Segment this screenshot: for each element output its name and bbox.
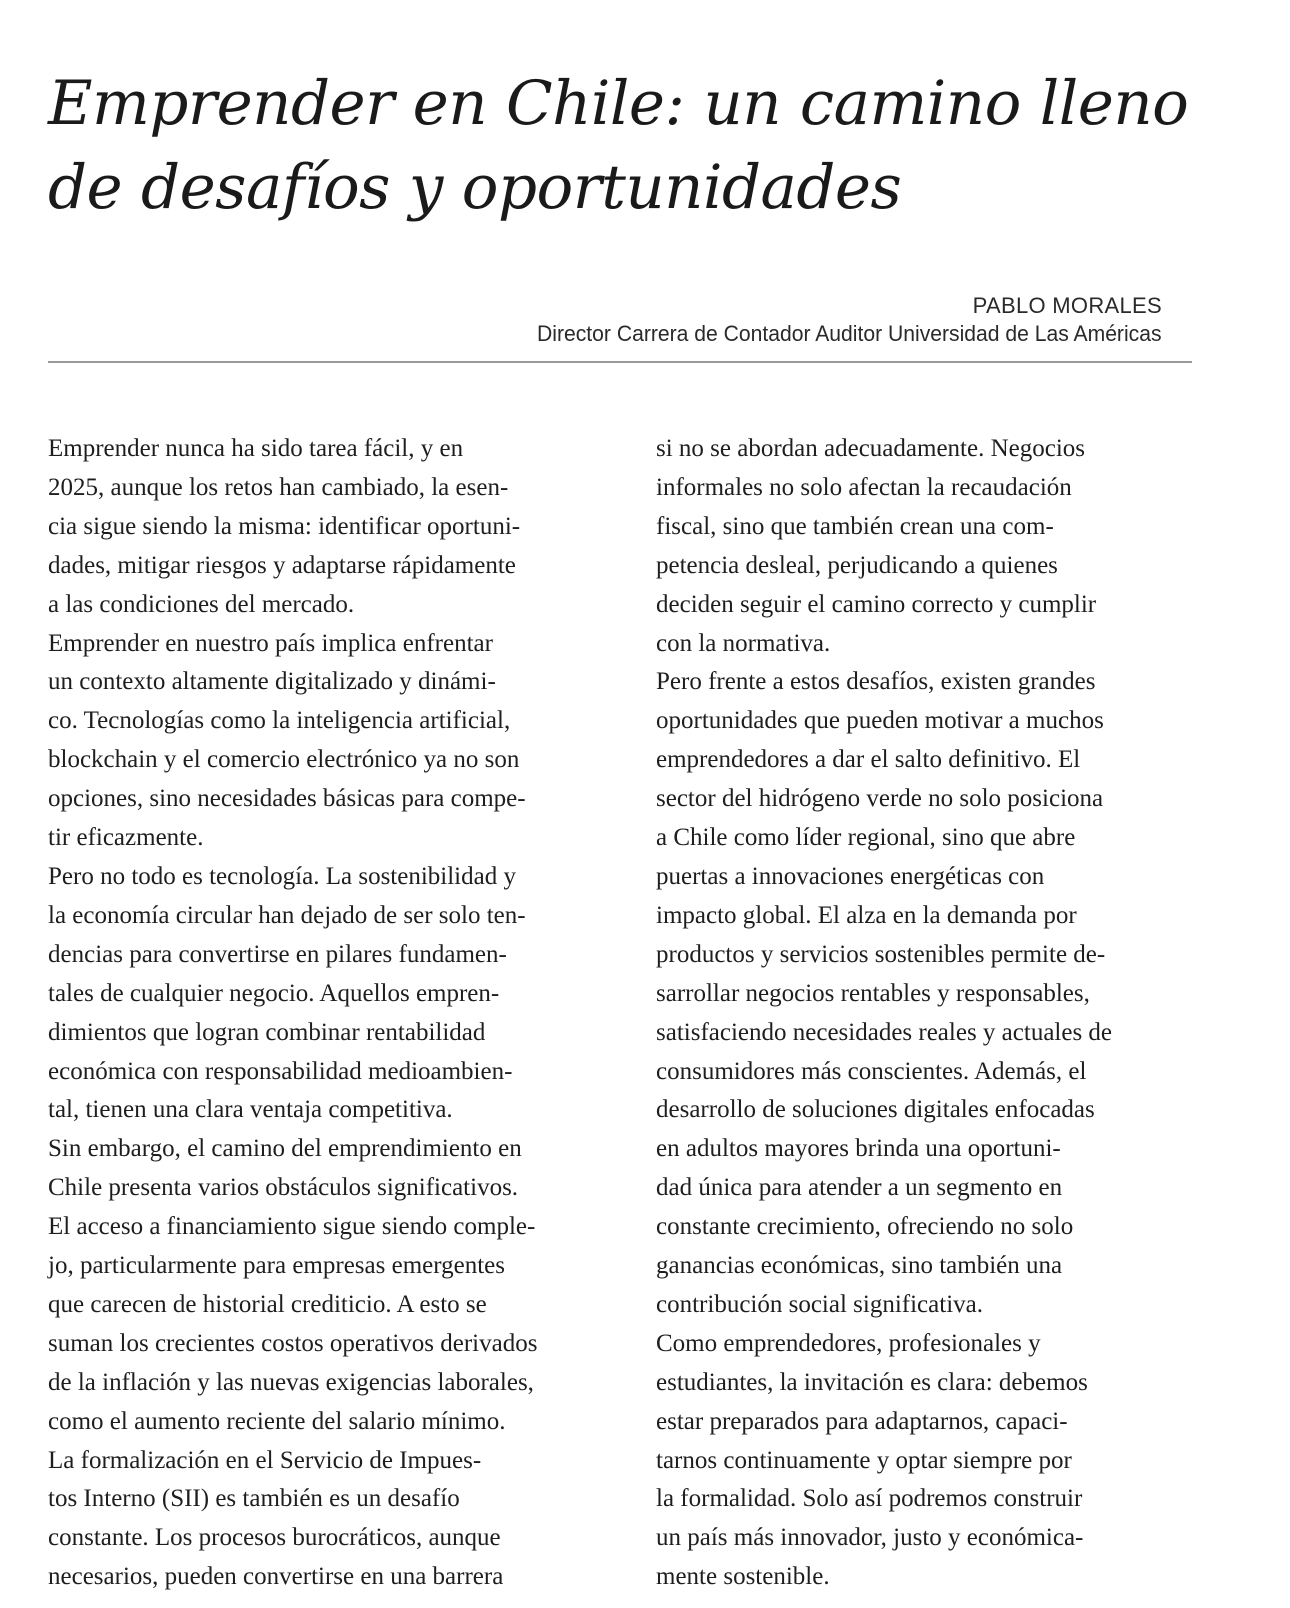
body-text-line: estar preparados para adaptarnos, capaci- <box>656 1407 1068 1435</box>
author-name: PABLO MORALES <box>972 293 1162 318</box>
body-text-line: de la inflación y las nuevas exigencias laborales, <box>48 1368 534 1396</box>
body-text-line: productos y servicios sostenibles permite de- <box>656 940 1106 968</box>
body-text-line: puertas a innovaciones energéticas con <box>656 862 1045 890</box>
body-text-line: tir eficazmente. <box>48 824 204 852</box>
body-text-line: co. Tecnologías como la inteligencia artificial, <box>48 707 511 735</box>
body-text-line: a Chile como líder regional, sino que abre <box>656 824 1076 852</box>
body-text-line: dencias para convertirse en pilares fundamen- <box>48 940 507 968</box>
header-divider <box>48 361 1192 363</box>
body-text-line: contribución social significativa. <box>656 1290 983 1318</box>
body-text-line: Como emprendedores, profesionales y <box>656 1329 1041 1357</box>
body-text-line: en adultos mayores brinda una oportuni- <box>656 1135 1061 1163</box>
body-text-line: que carecen de historial crediticio. A esto se <box>48 1290 487 1318</box>
body-text-line: con la normativa. <box>656 629 831 657</box>
body-column-left <box>48 430 628 1597</box>
body-text-line: como el aumento reciente del salario mínimo. <box>48 1407 506 1435</box>
body-text-line: jo, particularmente para empresas emergentes <box>48 1252 505 1280</box>
body-text-line: ganancias económicas, sino también una <box>656 1252 1063 1280</box>
author-byline <box>511 292 1162 348</box>
body-text-line: fiscal, sino que también crean una com- <box>656 512 1054 540</box>
body-text-line: tal, tienen una clara ventaja competitiva. <box>48 1096 453 1124</box>
body-text-line: Pero no todo es tecnología. La sostenibilidad y <box>48 862 516 890</box>
body-text-line: si no se abordan adecuadamente. Negocios <box>656 435 1086 462</box>
body-text-line: Chile presenta varios obstáculos significativos. <box>48 1174 519 1202</box>
body-text-line: constante. Los procesos burocráticos, aunque <box>48 1524 501 1552</box>
article-headline <box>48 62 1198 230</box>
body-text-line: sarrollar negocios rentables y responsables, <box>656 979 1090 1007</box>
body-text-line: constante crecimiento, ofreciendo no solo <box>656 1213 1074 1241</box>
body-text-line: tos Interno (SII) es también es un desafío <box>48 1485 460 1513</box>
body-text-line: oportunidades que pueden motivar a muchos <box>656 707 1104 735</box>
body-text-line: impacto global. El alza en la demanda por <box>656 901 1077 929</box>
body-text-line: económica con responsabilidad medioambien- <box>48 1057 513 1085</box>
body-text-line: satisfaciendo necesidades reales y actuales de <box>656 1018 1113 1046</box>
body-text-line: 2025, aunque los retos han cambiado, la esen- <box>48 473 509 501</box>
body-text-line: consumidores más conscientes. Además, el <box>656 1057 1087 1085</box>
body-text-line: El acceso a financiamiento sigue siendo comple- <box>48 1213 536 1241</box>
body-column-right <box>656 430 1236 1597</box>
body-text-line: Pero frente a estos desafíos, existen grandes <box>656 668 1096 696</box>
body-text-line: dimientos que logran combinar rentabilidad <box>48 1018 486 1046</box>
body-text-line: estudiantes, la invitación es clara: debemos <box>656 1368 1088 1396</box>
body-text-line: tales de cualquier negocio. Aquellos empren- <box>48 979 500 1007</box>
headline-line: de desafíos y oportunidades <box>48 152 902 223</box>
body-text-line: mente sostenible. <box>656 1563 830 1591</box>
author-role: Director Carrera de Contador Auditor Universidad de Las Américas <box>537 321 1162 346</box>
headline-line: Emprender en Chile: un camino lleno <box>48 68 1189 139</box>
body-text-line: la economía circular han dejado de ser solo ten- <box>48 901 526 929</box>
body-text-line: deciden seguir el camino correcto y cumplir <box>656 590 1097 618</box>
body-text-line: a las condiciones del mercado. <box>48 590 355 618</box>
body-text-line: suman los crecientes costos operativos derivados <box>48 1329 538 1357</box>
body-text-line: cia sigue siendo la misma: identificar oportuni- <box>48 512 521 540</box>
body-text-line: La formalización en el Servicio de Impues- <box>48 1446 482 1474</box>
body-text-line: informales no solo afectan la recaudación <box>656 473 1072 501</box>
body-text-line: petencia desleal, perjudicando a quienes <box>656 551 1058 579</box>
body-text-line: Sin embargo, el camino del emprendimiento en <box>48 1135 522 1163</box>
body-text-line: desarrollo de soluciones digitales enfocadas <box>656 1096 1095 1124</box>
body-text-line: necesarios, pueden convertirse en una barrera <box>48 1563 504 1591</box>
body-text-line: dades, mitigar riesgos y adaptarse rápidamente <box>48 551 516 579</box>
body-text-line: Emprender en nuestro país implica enfrentar <box>48 629 493 657</box>
body-text-line: Emprender nunca ha sido tarea fácil, y en <box>48 435 464 462</box>
body-text-line: la formalidad. Solo así podremos construir <box>656 1485 1083 1513</box>
body-text-line: sector del hidrógeno verde no solo posiciona <box>656 785 1104 813</box>
body-text-line: un contexto altamente digitalizado y dinámi- <box>48 668 496 696</box>
body-text-line: dad única para atender a un segmento en <box>656 1174 1063 1202</box>
body-text-line: tarnos continuamente y optar siempre por <box>656 1446 1072 1474</box>
body-text-line: blockchain y el comercio electrónico ya no son <box>48 746 520 774</box>
body-text-line: emprendedores a dar el salto definitivo. El <box>656 746 1081 774</box>
body-text-line: opciones, sino necesidades básicas para compe- <box>48 785 526 813</box>
body-text-line: un país más innovador, justo y económica- <box>656 1524 1084 1552</box>
